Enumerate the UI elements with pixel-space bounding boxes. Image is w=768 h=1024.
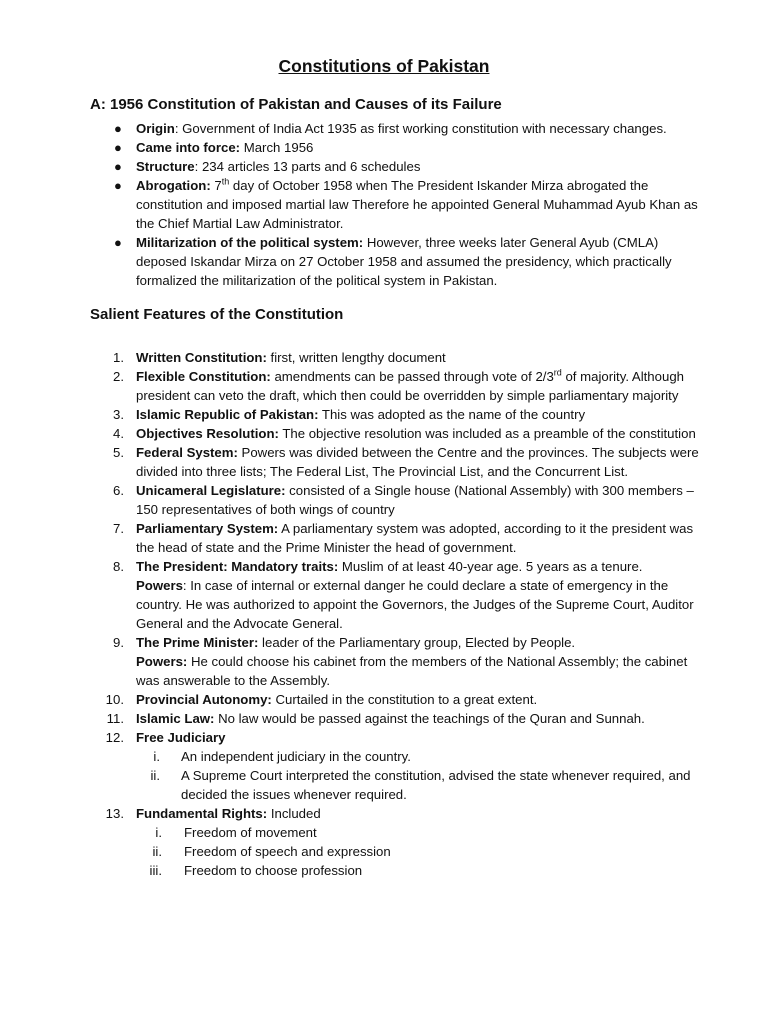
section-a-heading: A: 1956 Constitution of Pakistan and Causes of its Failure <box>90 96 502 113</box>
powers-label: Powers <box>136 578 183 593</box>
item-label: The Prime Minister: <box>136 635 259 650</box>
bullet-icon: ● <box>114 159 122 174</box>
bullet-icon: ● <box>114 178 122 193</box>
item-sep: : <box>194 159 202 174</box>
item-numeral: ii. <box>150 768 160 783</box>
feature-item <box>90 804 708 880</box>
item-text: March 1956 <box>243 140 314 155</box>
bullet-icon: ● <box>114 235 122 250</box>
item-text: consisted of a Single house (National Assembly) with 300 members –150 representatives of both wings of country <box>136 483 694 517</box>
item-text: A Supreme Court interpreted the constitution, advised the state whenever required, and decided the issues whenever required. <box>181 768 691 802</box>
item-numeral: ii. <box>152 844 162 859</box>
feature-item <box>90 633 708 690</box>
item-text: This was adopted as the name of the country <box>318 407 586 422</box>
item-label: Parliamentary System: <box>136 521 279 536</box>
powers-text: He could choose his cabinet from the members of the National Assembly; the cabinet was answerable to the Assembly. <box>136 654 688 688</box>
item-number: 3. <box>113 407 124 422</box>
item-text: Powers was divided between the Centre and the provinces. The subjects were divided into three lists; The Federal List, The Provincial List, and the Concurrent List. <box>136 445 699 479</box>
bullet-icon: ● <box>114 140 122 155</box>
rights-sublist <box>136 823 708 880</box>
item-label: The President: Mandatory traits: <box>136 559 339 574</box>
item-number: 7. <box>113 521 124 536</box>
feature-item <box>90 424 708 443</box>
feature-item <box>90 367 708 405</box>
item-text: day of October 1958 when The President Iskander Mirza abrogated the constitution and imposed martial law Therefore he appointed General Muhammad Ayub Khan as the Chief Martial Law Administrator. <box>136 178 698 231</box>
item-text: Curtailed in the constitution to a great extent. <box>271 692 538 707</box>
feature-item <box>90 728 708 804</box>
item-number: 8. <box>113 559 124 574</box>
feature-item <box>90 519 708 557</box>
section-a-list <box>90 119 708 290</box>
item-sup: th <box>221 176 230 187</box>
item-number: 13. <box>105 806 124 821</box>
item-number: 6. <box>113 483 124 498</box>
feature-item <box>90 690 708 709</box>
item-number: 11. <box>106 711 124 726</box>
item-text: Government of India Act 1935 as first working constitution with necessary changes. <box>182 121 667 136</box>
item-numeral: iii. <box>149 863 162 878</box>
item-label: Federal System: <box>136 445 238 460</box>
item-label: Fundamental Rights: <box>136 806 268 821</box>
item-text: No law would be passed against the teachings of the Quran and Sunnah. <box>214 711 645 726</box>
feature-item <box>90 481 708 519</box>
item-text: 234 articles 13 parts and 6 schedules <box>201 159 421 174</box>
list-item-structure <box>90 157 708 176</box>
item-label: Provincial Autonomy: <box>136 692 272 707</box>
page-title: Constitutions of Pakistan <box>278 56 490 76</box>
sublist-item <box>136 823 708 842</box>
feature-item <box>90 348 708 367</box>
item-label: Free Judiciary <box>136 730 226 745</box>
item-label: Objectives Resolution: <box>136 426 279 441</box>
item-text: leader of the Parliamentary group, Elected by People. <box>258 635 576 650</box>
item-text: Freedom to choose profession <box>184 863 363 878</box>
item-label: Unicameral Legislature: <box>136 483 286 498</box>
item-text: Included <box>267 806 321 821</box>
item-text: Freedom of movement <box>184 825 317 840</box>
salient-features-list <box>90 348 708 880</box>
sublist-item <box>136 842 708 861</box>
item-number: 12. <box>105 730 124 745</box>
item-text: A parliamentary system was adopted, according to it the president was the head of state and the Prime Minister the head of government. <box>136 521 694 555</box>
item-text: However, three weeks later General Ayub (CMLA) deposed Iskandar Mirza on 27 October 1958 and assumed the presidency, which practically formalized the militarization of the political system in Pakistan. <box>136 235 672 288</box>
item-number: 10. <box>105 692 124 707</box>
item-label: Militarization of the political system: <box>136 235 364 250</box>
list-item-militarization <box>90 233 708 290</box>
item-label: Origin <box>136 121 175 136</box>
item-text: The objective resolution was included as a preamble of the constitution <box>278 426 696 441</box>
item-text: Muslim of at least 40-year age. 5 years as a tenure. <box>338 559 643 574</box>
item-label: Came into force: <box>136 140 241 155</box>
item-pre: 7 <box>214 178 222 193</box>
item-sep: : <box>174 121 183 136</box>
item-number: 4. <box>113 426 124 441</box>
item-text: Freedom of speech and expression <box>184 844 391 859</box>
feature-item <box>90 405 708 424</box>
feature-item <box>90 557 708 633</box>
item-label: Structure <box>136 159 195 174</box>
powers-label: Powers: <box>136 654 188 669</box>
list-item-origin <box>90 119 708 138</box>
judiciary-sublist <box>136 747 708 804</box>
item-label: Islamic Republic of Pakistan: <box>136 407 319 422</box>
item-text: amendments can be passed through vote of 2/3 <box>270 369 554 384</box>
item-text: An independent judiciary in the country. <box>181 749 411 764</box>
item-label: Written Constitution: <box>136 350 267 365</box>
item-numeral: i. <box>153 749 160 764</box>
feature-item <box>90 709 708 728</box>
item-text-2: of majority. Although president can veto the draft, which then could be overridden by simple parliamentary majority <box>136 369 684 403</box>
item-number: 9. <box>113 635 124 650</box>
item-number: 5. <box>113 445 124 460</box>
sublist-item <box>136 861 708 880</box>
item-sup: rd <box>553 367 562 378</box>
bullet-icon: ● <box>114 121 122 136</box>
item-text: first, written lengthy document <box>266 350 446 365</box>
item-label: Islamic Law: <box>136 711 215 726</box>
list-item-came-into-force <box>90 138 708 157</box>
item-number: 2. <box>113 369 124 384</box>
sublist-item <box>136 747 708 766</box>
item-number: 1. <box>113 350 124 365</box>
item-label: Abrogation: <box>136 178 211 193</box>
list-item-abrogation <box>90 176 708 233</box>
item-numeral: i. <box>155 825 162 840</box>
item-label: Flexible Constitution: <box>136 369 271 384</box>
powers-text: : In case of internal or external danger he could declare a state of emergency in the country. He was authorized to appoint the Governors, the Judges of the Supreme Court, Auditor General and the Advocate General. <box>136 578 694 631</box>
sublist-item <box>136 766 708 804</box>
salient-features-heading: Salient Features of the Constitution <box>90 306 344 323</box>
feature-item <box>90 443 708 481</box>
